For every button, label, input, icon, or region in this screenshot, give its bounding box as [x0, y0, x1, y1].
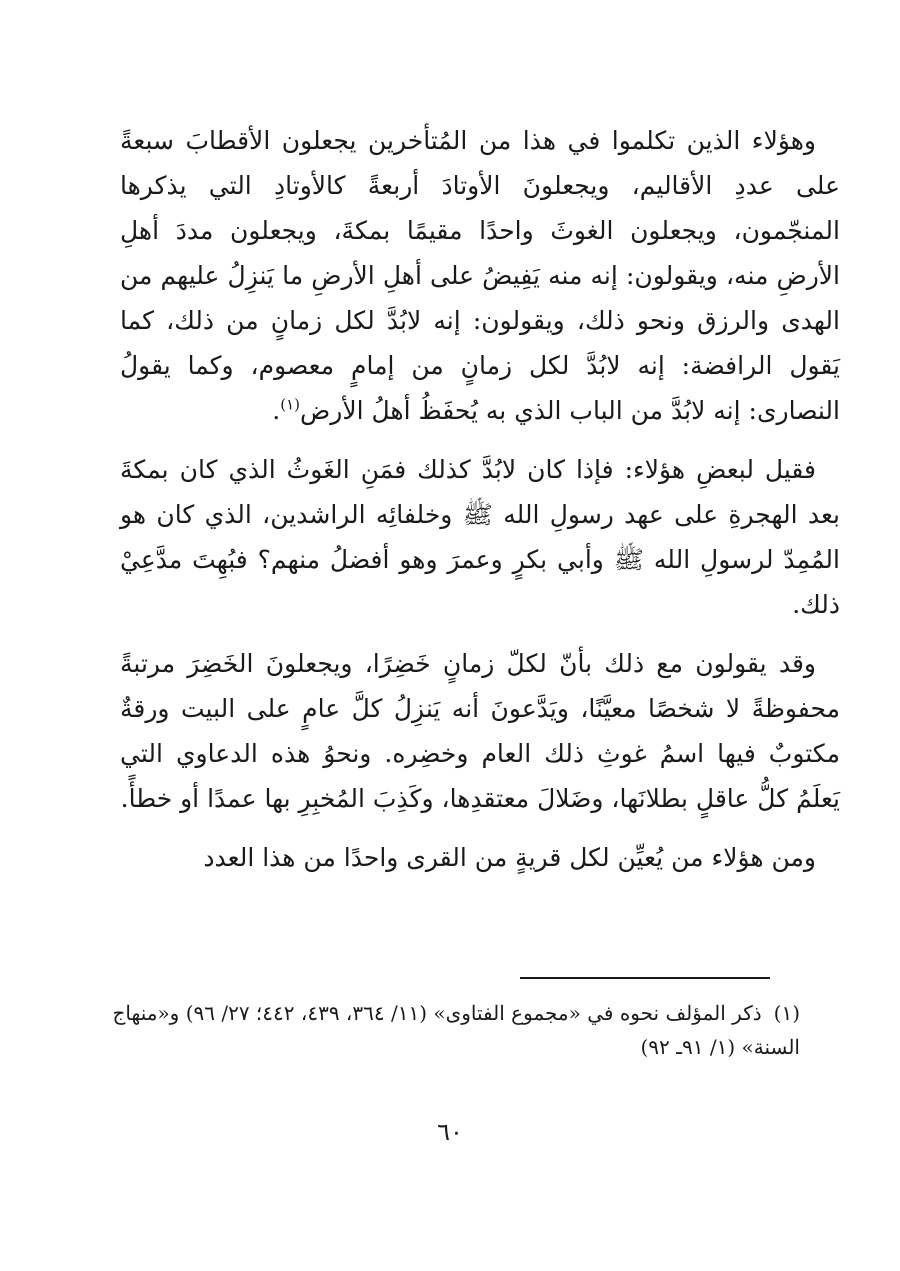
paragraph-1-tail: .	[272, 396, 281, 425]
footnote-divider	[520, 977, 770, 979]
paragraph-3	[120, 641, 840, 821]
footnote-marker: (١)	[773, 1001, 800, 1025]
paragraph-4	[120, 835, 840, 880]
page-number: ٦٠	[437, 1118, 463, 1146]
main-text-body	[120, 118, 840, 894]
footnote-text: ذكر المؤلف نحوه في «مجموع الفتاوى» (١١/ ٣٦٤، ٤٣٩، ٤٤٢؛ ٢٧/ ٩٦) و«منهاج السنة» (١/ ٩١ـ ٩٢)	[112, 1001, 800, 1059]
footnote	[110, 996, 800, 1064]
paragraph-2	[120, 447, 840, 627]
paragraph-1	[120, 118, 840, 433]
footnote-reference[interactable]: (١)	[280, 395, 301, 414]
paragraph-3-text: وقد يقولون مع ذلك بأنّ لكلّ زمانٍ خَضِرًا، ويجعلونَ الخَضِرَ مرتبةً محفوظةً لا شخصًا معيَّنًا، ويَدَّعونَ أنه يَنزِلُ كلَّ عامٍ على البيت ورقةٌ مكتوبٌ فيها اسمُ غوثِ ذلك العام وخضِره. ونحوُ هذه الدعاوي التي يَعلَمُ كلُّ عاقلٍ بطلانَها، وضَلالَ معتقدِها، وكَذِبَ المُخبِرِ بها عمدًا أو خطأً.	[120, 649, 840, 813]
paragraph-1-text: وهؤلاء الذين تكلموا في هذا من المُتأخرين يجعلون الأقطابَ سبعةً على عددِ الأقاليم، ويجعلونَ الأوتادَ أربعةً كالأوتادِ التي يذكرها المنجّمون، ويجعلون الغوثَ واحدًا مقيمًا بمكةَ، ويجعلون مددَ أهلِ الأرضِ منه، ويقولون: إنه منه يَفِيضُ على أهلِ الأرضِ ما يَنزِلُ عليهم من الهدى والرزق ونحو ذلك، ويقولون: إنه لابُدَّ لكل زمانٍ من ذلك، كما يَقول الرافضة: إنه لابُدَّ لكل زمانٍ من إمامٍ معصوم، وكما يقولُ النصارى: إنه لابُدَّ من الباب الذي به يُحفَظُ أهلُ الأرض	[120, 126, 840, 425]
paragraph-2-text: فقيل لبعضِ هؤلاء: فإذا كان لابُدَّ كذلك فمَنِ الغَوثُ الذي كان بمكةَ بعد الهجرةِ على عهد رسولِ الله ﷺ وخلفائِه الراشدين، الذي كان هو المُمِدّ لرسولِ الله ﷺ وأبي بكرٍ وعمرَ وهو أفضلُ منهم؟ فبُهِتَ مدَّعِيْ ذلك.	[120, 455, 840, 619]
paragraph-4-text: ومن هؤلاء من يُعيِّن لكل قريةٍ من القرى واحدًا من هذا العدد	[203, 843, 816, 872]
